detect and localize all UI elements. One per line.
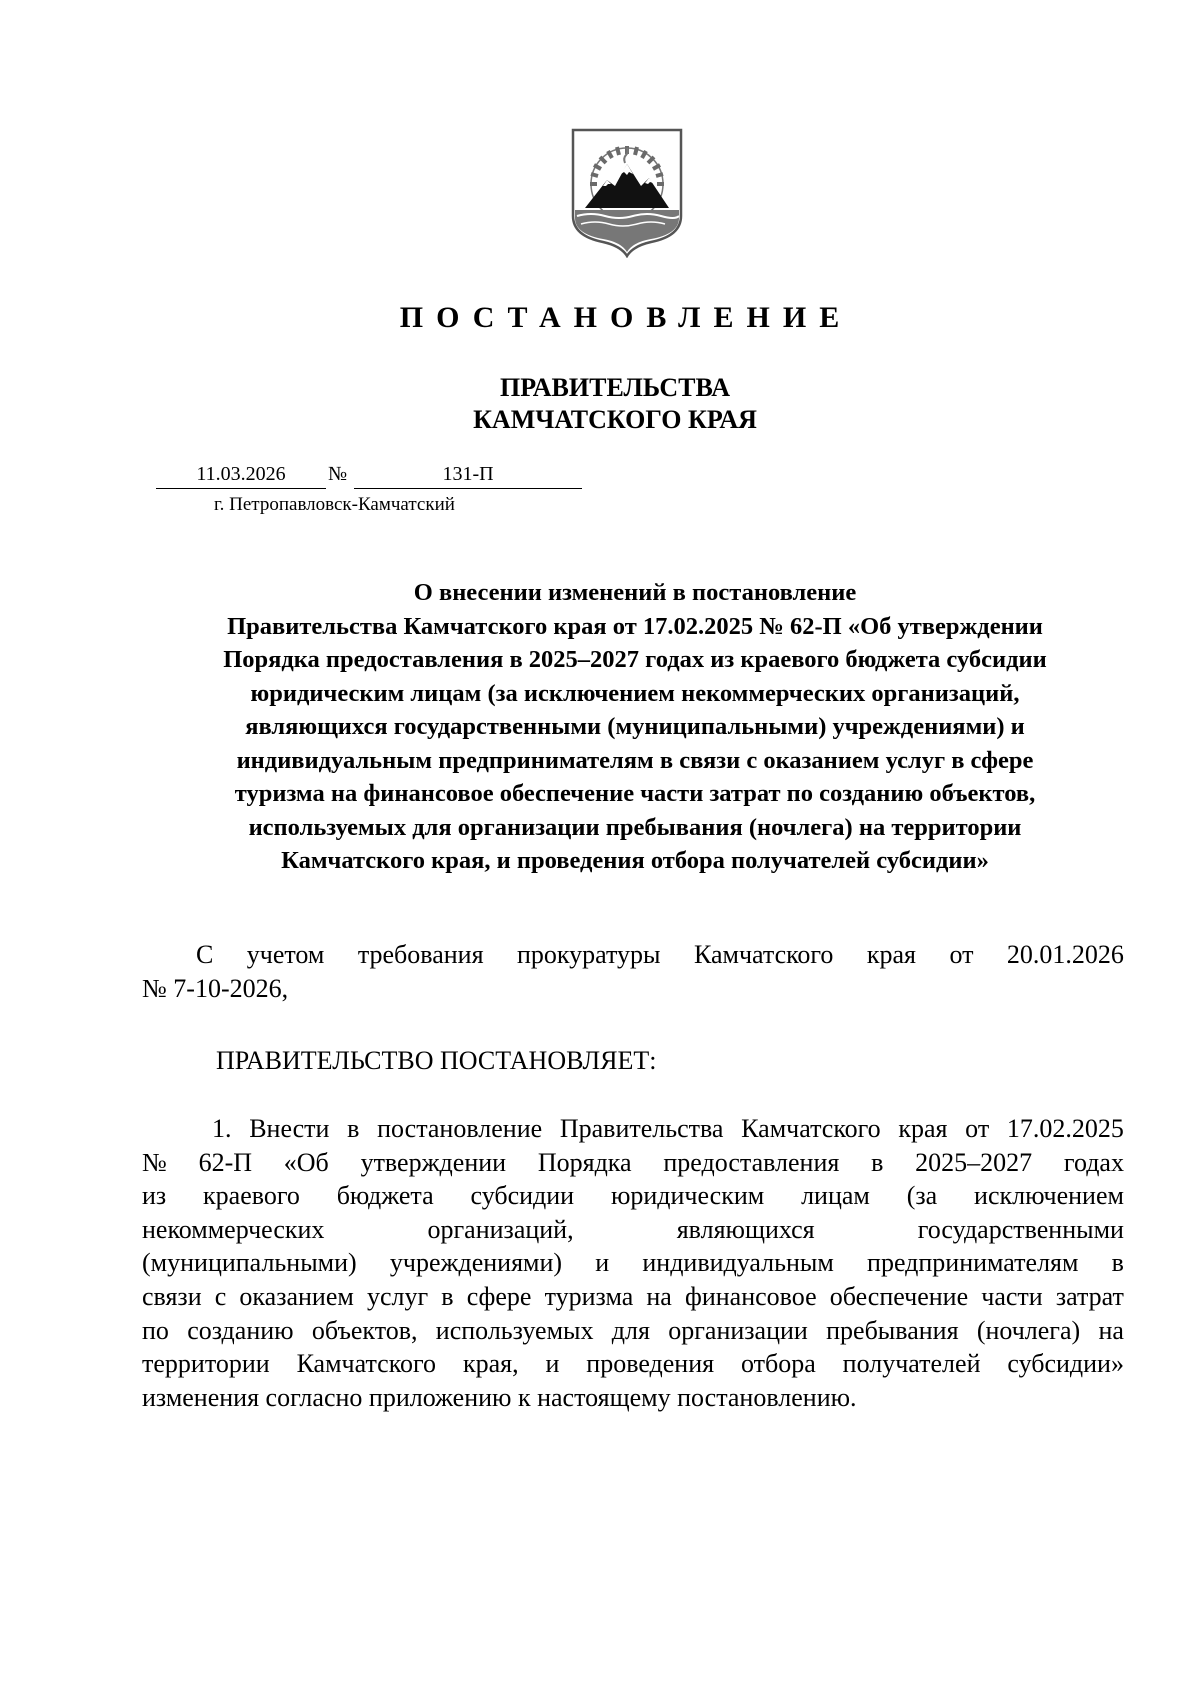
- basis-word: 20.01.2026: [1006, 940, 1124, 969]
- paragraph-word: по: [142, 1315, 169, 1345]
- paragraph-word: отбора: [740, 1349, 816, 1379]
- paragraph-word: исключением: [974, 1181, 1124, 1211]
- paragraph-word: Камчатского: [296, 1349, 437, 1379]
- document-type-title: ПОСТАНОВЛЕНИЕ: [399, 301, 853, 334]
- paragraph-word: в: [347, 1114, 360, 1143]
- paragraph-word: индивидуальным: [642, 1248, 834, 1278]
- paragraph-word: края: [898, 1114, 948, 1143]
- paragraph-word: Правительства: [559, 1114, 724, 1143]
- issuer-line: ПРАВИТЕЛЬСТВА: [500, 373, 730, 402]
- paragraph-line: [142, 1347, 1124, 1381]
- paragraph-word: краевого: [203, 1181, 300, 1211]
- issuer-block: [0, 372, 1200, 436]
- paragraph-line: [142, 1213, 1124, 1247]
- paragraph-word: 2025–2027: [915, 1147, 1033, 1177]
- paragraph-word: оказанием: [239, 1281, 354, 1311]
- subject-line: Порядка предоставления в 2025–2027 годах из краевого бюджета субсидии: [223, 646, 1047, 673]
- paragraph-word: и: [595, 1248, 610, 1278]
- basis-line: № 7-10-2026,: [142, 973, 289, 1003]
- paragraph-word: организации: [668, 1315, 808, 1345]
- paragraph-word: бюджета: [336, 1181, 434, 1211]
- paragraph-line: [142, 1381, 1124, 1415]
- legal-basis-paragraph: [142, 938, 1124, 1005]
- basis-word: учетом: [246, 940, 325, 969]
- subject-line: Камчатского края, и проведения отбора получателей субсидии»: [281, 847, 989, 874]
- paragraph-word: Внести: [249, 1114, 330, 1143]
- paragraph-word: изменения согласно приложению к настоящему постановлению.: [142, 1382, 857, 1412]
- paragraph-word: в: [871, 1147, 884, 1177]
- subject-line: юридическим лицам (за исключением некоммерческих организаций,: [250, 679, 1020, 707]
- basis-word: прокуратуры: [516, 940, 661, 969]
- paragraph-word: проведения: [586, 1349, 715, 1379]
- paragraph-line: [142, 1314, 1124, 1348]
- document-date: 11.03.2026: [156, 460, 326, 489]
- number-sign: №: [328, 463, 348, 485]
- paragraph-word: предпринимателям: [867, 1248, 1079, 1278]
- paragraph-word: сфере: [466, 1281, 532, 1311]
- paragraph-word: края,: [462, 1349, 519, 1379]
- paragraph-word: получателей: [842, 1349, 981, 1379]
- subject-line: Правительства Камчатского края от 17.02.2025 № 62-П «Об утверждении: [227, 612, 1043, 640]
- basis-word: С: [196, 940, 214, 969]
- paragraph-line: [142, 1112, 1124, 1146]
- paragraph-word: финансовое: [684, 1281, 817, 1311]
- paragraph-word: территории: [142, 1349, 270, 1379]
- paragraph-word: связи: [142, 1281, 202, 1311]
- paragraph-word: из: [142, 1181, 167, 1211]
- paragraph-word: учреждениями): [389, 1248, 563, 1278]
- paragraph-word: Камчатского: [741, 1114, 881, 1143]
- paragraph-word: Порядка: [537, 1147, 632, 1177]
- paragraph-word: некоммерческих: [142, 1214, 325, 1244]
- document-city: г. Петропавловск-Камчатский: [214, 494, 455, 515]
- document-number: 131-П: [354, 460, 582, 489]
- paragraph-word: для: [611, 1315, 650, 1345]
- subject-line: туризма на финансовое обеспечение части затрат по созданию объектов,: [234, 780, 1036, 807]
- document-subject: [140, 576, 1130, 878]
- kamchatka-coat-of-arms-icon: [571, 128, 683, 258]
- paragraph-word: 1.: [212, 1114, 232, 1143]
- paragraph-word: являющихся: [676, 1214, 815, 1244]
- paragraph-word: государственными: [917, 1214, 1124, 1244]
- paragraph-line: [142, 1280, 1124, 1314]
- paragraph-word: на: [646, 1281, 672, 1311]
- paragraph-word: от: [965, 1114, 990, 1143]
- basis-word: требования: [357, 940, 484, 969]
- paragraph-line: [142, 1146, 1124, 1180]
- paragraph-word: организаций,: [427, 1214, 574, 1244]
- paragraph-word: (муниципальными): [142, 1248, 357, 1278]
- paragraph-word: утверждении: [360, 1147, 507, 1177]
- paragraph-word: услуг: [366, 1281, 429, 1311]
- subject-line: используемых для организации пребывания (ночлега) на территории: [248, 813, 1022, 841]
- paragraph-word: с: [214, 1281, 227, 1311]
- paragraph-line: [142, 1246, 1124, 1280]
- paragraph-word: созданию: [187, 1315, 294, 1345]
- paragraph-line: [142, 1179, 1124, 1213]
- subject-line: О внесении изменений в постановление: [413, 579, 857, 606]
- paragraph-word: постановление: [377, 1114, 543, 1143]
- paragraph-word: и: [545, 1349, 560, 1379]
- basis-line: [142, 938, 1124, 972]
- paragraph-word: используемых: [435, 1315, 594, 1345]
- basis-word: от: [949, 940, 974, 969]
- basis-word: края: [866, 940, 917, 969]
- paragraph-word: 17.02.2025: [1006, 1114, 1124, 1143]
- paragraph-word: предоставления: [663, 1147, 840, 1177]
- paragraph-1: [142, 1112, 1124, 1414]
- issuer-line: КАМЧАТСКОГО КРАЯ: [473, 405, 757, 434]
- subject-line: индивидуальным предпринимателям в связи с оказанием услуг в сфере: [236, 746, 1034, 774]
- paragraph-word: 62-П: [198, 1147, 253, 1177]
- paragraph-word: части: [981, 1281, 1043, 1311]
- basis-word: Камчатского: [693, 940, 834, 969]
- paragraph-word: туризма: [544, 1281, 634, 1311]
- decree-statement: ПРАВИТЕЛЬСТВО ПОСТАНОВЛЯЕТ:: [216, 1046, 657, 1075]
- paragraph-word: в: [441, 1281, 454, 1311]
- paragraph-word: годах: [1063, 1147, 1124, 1177]
- paragraph-word: субсидии»: [1007, 1349, 1124, 1379]
- paragraph-word: лицам: [801, 1181, 870, 1211]
- paragraph-word: юридическим: [610, 1181, 765, 1211]
- paragraph-word: «Об: [283, 1147, 329, 1177]
- paragraph-word: пребывания: [826, 1315, 959, 1345]
- paragraph-word: субсидии: [470, 1181, 575, 1211]
- subject-line: являющихся государственными (муниципальными) учреждениями) и: [245, 713, 1025, 740]
- paragraph-word: объектов,: [311, 1315, 418, 1345]
- paragraph-word: (за: [906, 1181, 938, 1211]
- paragraph-word: в: [1111, 1248, 1124, 1278]
- paragraph-word: обеспечение: [829, 1281, 969, 1311]
- paragraph-word: (ночлега): [976, 1315, 1081, 1345]
- paragraph-word: на: [1098, 1315, 1124, 1345]
- paragraph-word: затрат: [1055, 1281, 1124, 1311]
- paragraph-word: №: [142, 1147, 167, 1177]
